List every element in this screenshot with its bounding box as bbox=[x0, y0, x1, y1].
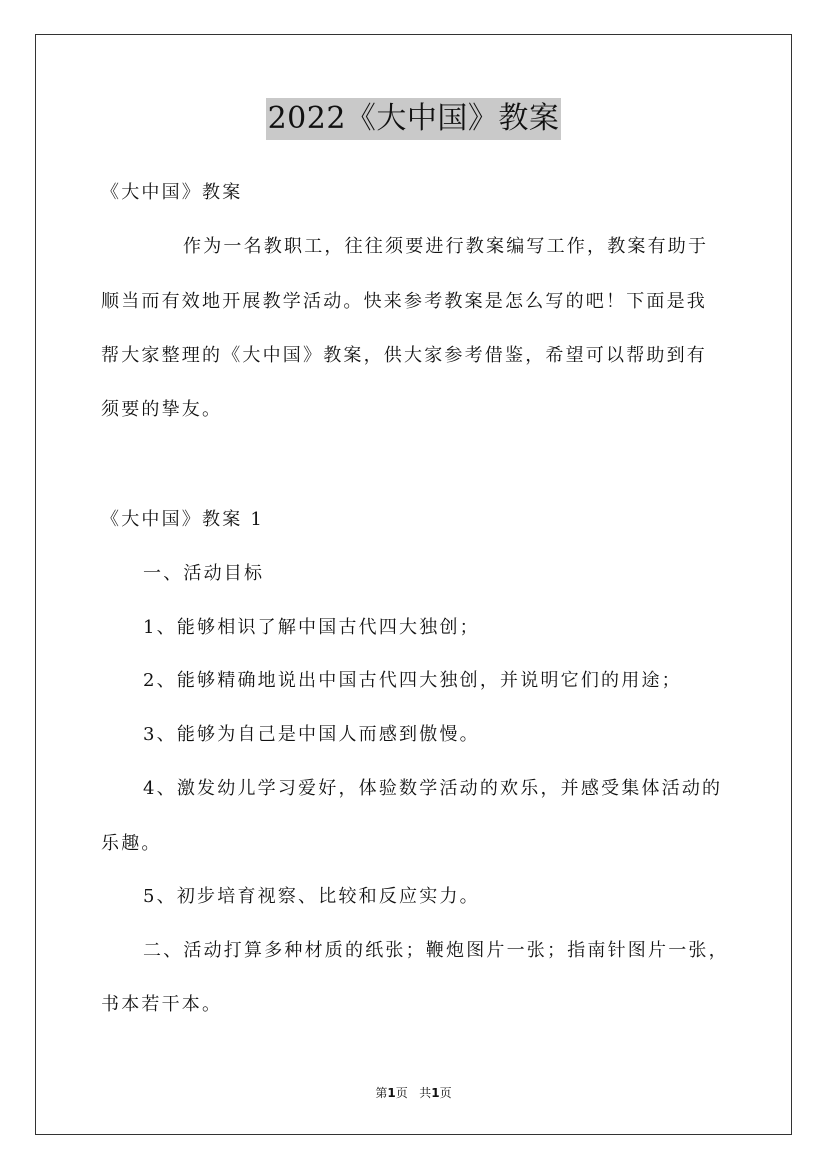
footer-page-number: 1 bbox=[387, 1086, 396, 1100]
intro-line-2: 顺当而有效地开展教学活动。快来参考教案是怎么写的吧！下面是我 bbox=[101, 291, 707, 312]
footer-total-number: 1 bbox=[431, 1086, 440, 1100]
body-line-2: 1、能够相识了解中国古代四大独创； bbox=[143, 617, 480, 638]
body-line-6: 乐趣。 bbox=[101, 833, 162, 854]
page-footer bbox=[0, 1084, 827, 1101]
intro-line-3: 帮大家整理的《大中国》教案，供大家参考借鉴，希望可以帮助到有 bbox=[101, 345, 707, 366]
body-line-5: 4、激发幼儿学习爱好，体验数学活动的欢乐，并感受集体活动的 bbox=[143, 778, 723, 799]
footer-total-prefix: 共 bbox=[419, 1086, 432, 1100]
footer-total-suffix: 页 bbox=[439, 1086, 452, 1100]
body-line-8: 二、活动打算多种材质的纸张；鞭炮图片一张；指南针图片一张， bbox=[143, 940, 729, 961]
intro-line-4: 须要的挚友。 bbox=[101, 399, 223, 420]
section-heading: 《大中国》教案 1 bbox=[101, 509, 264, 530]
body-line-7: 5、初步培育视察、比较和反应实力。 bbox=[143, 886, 480, 907]
body-line-4: 3、能够为自己是中国人而感到傲慢。 bbox=[143, 724, 480, 745]
intro-line-1: 作为一名教职工，往往须要进行教案编写工作，教案有助于 bbox=[183, 236, 709, 257]
footer-page-prefix: 第 bbox=[375, 1086, 388, 1100]
body-line-3: 2、能够精确地说出中国古代四大独创，并说明它们的用途； bbox=[143, 670, 682, 691]
body-line-9: 书本若干本。 bbox=[101, 994, 223, 1015]
body-line-1: 一、活动目标 bbox=[143, 563, 265, 584]
title-container bbox=[0, 98, 827, 140]
document-title: 2022《大中国》教案 bbox=[266, 98, 562, 140]
footer-page-suffix: 页 bbox=[395, 1086, 408, 1100]
document-subtitle: 《大中国》教案 bbox=[101, 182, 243, 203]
